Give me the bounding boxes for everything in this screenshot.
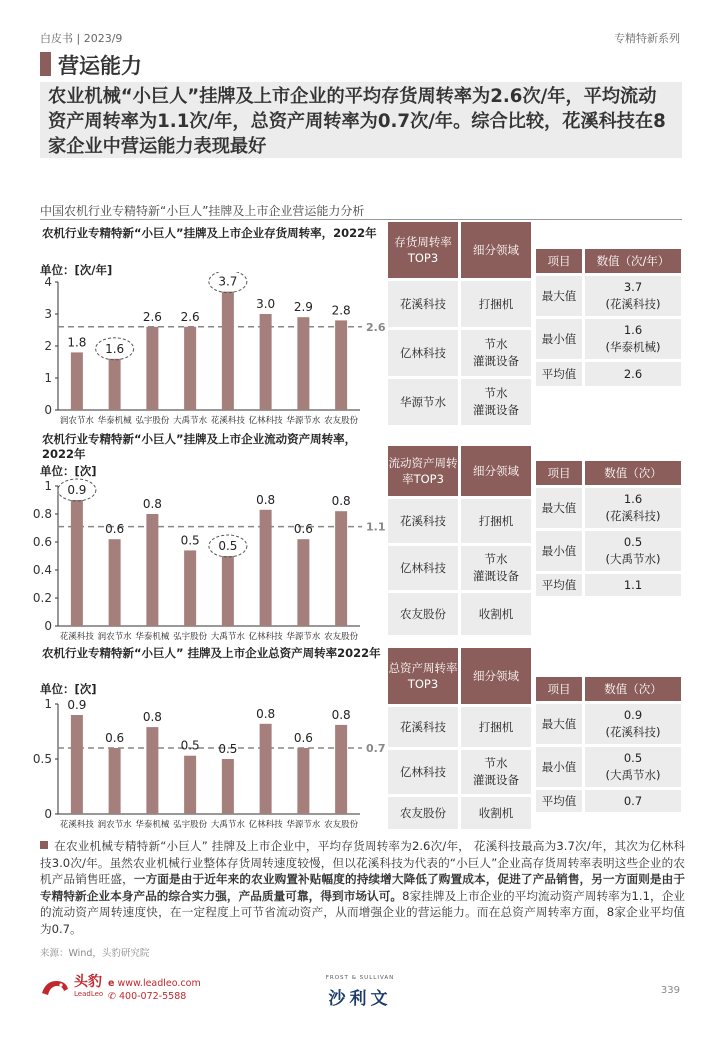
stats-3-value: 0.5 (大禹节水)	[585, 747, 681, 787]
top3-1-company: 亿林科技	[388, 330, 458, 376]
y-tick-label: 0.8	[32, 507, 52, 521]
logo-en: LeadLeo	[74, 990, 104, 998]
chart-1-unit: 单位：[次/年]	[40, 263, 113, 277]
y-tick-label: 2	[44, 339, 52, 353]
top3-2-header-field: 细分领域	[461, 446, 531, 496]
bar	[146, 327, 158, 410]
data-label: 0.6	[105, 522, 125, 537]
stats-3-label: 平均值	[536, 790, 582, 812]
data-label: 0.8	[256, 706, 276, 721]
section-marker	[40, 52, 51, 76]
stats-2-label: 平均值	[536, 574, 582, 596]
y-tick-label: 0	[44, 807, 52, 821]
data-label: 2.6	[142, 309, 162, 324]
chart-2-title: 农机行业专精特新“小巨人”挂牌及上市企业流动资产周转率，2022年	[42, 432, 357, 461]
bar	[260, 724, 272, 814]
stats-2-value: 1.6 (花溪科技)	[585, 488, 681, 528]
category-label: 花溪科技	[210, 416, 245, 426]
body-text-part-1: 在农业机械专精特新“小巨人” 挂牌及上市企业中，平均存货周转率为2.6次/年， 花溪科技最高为3.7次/年，其次为亿林科技3.0次/年。虽然农业机械行业整体存货周转速度较慢，但以花溪科技为代表的“小巨人”企业高存货周转率表明这些企业的农机产品销售旺盛，	[40, 839, 685, 886]
source-note: 来源：Wind，头豹研究院	[40, 948, 150, 959]
category-label: 亿林科技	[248, 820, 283, 830]
top3-3-company: 亿林科技	[388, 750, 458, 794]
subtitle-divider	[40, 219, 682, 220]
category-label: 大禹节水	[210, 632, 245, 642]
data-label: 0.8	[142, 497, 162, 511]
y-tick-label: 0.6	[32, 535, 52, 549]
data-label: 0.6	[105, 731, 125, 745]
top3-1-field: 打捆机	[461, 281, 531, 327]
chart-2-unit: 单位：[次]	[40, 464, 97, 478]
stats-1-label: 平均值	[536, 362, 582, 386]
bar	[109, 748, 121, 814]
top3-3-field: 收割机	[461, 797, 531, 829]
category-label: 弘宇股份	[173, 632, 208, 642]
header-left: 白皮书 | 2023/9	[40, 32, 123, 45]
top3-2-field: 收割机	[461, 593, 531, 635]
header-right: 专精特新系列	[614, 32, 680, 45]
bar	[222, 759, 234, 814]
bar	[71, 352, 83, 410]
data-label: 2.9	[293, 300, 313, 315]
category-label: 农友股份	[324, 416, 359, 426]
headline: 农业机械“小巨人”挂牌及上市企业的平均存货周转率为2.6次/年，平均流动资产周转率为1.1次/年，总资产周转率为0.7次/年。综合比较，花溪科技在8家企业中营运能力表现最好	[40, 82, 682, 158]
phone-number: 400-072-5588	[119, 991, 187, 1002]
category-label: 农友股份	[324, 632, 359, 642]
bar	[335, 725, 347, 814]
data-label: 2.8	[331, 303, 351, 318]
website-link[interactable]: www.leadleo.com	[117, 978, 201, 989]
bar	[335, 511, 347, 626]
body-text-part-2: 8家挂牌及上市企业的平均流动资产周转率为1.1，企业的流动资产周转速度快，在一定程度上可节省流动资产，从而增强企业的营运能力。而在总资产周转率方面，8家企业平均值为0.7。	[40, 888, 685, 936]
average-label: 2.6	[366, 320, 386, 334]
chart-1-inventory-turnover	[30, 272, 390, 432]
category-label: 大禹节水	[210, 820, 245, 830]
average-label: 0.7	[366, 742, 386, 755]
bar	[260, 510, 272, 626]
category-label: 大禹节水	[173, 416, 208, 426]
top3-3-company: 农友股份	[388, 797, 458, 829]
category-label: 弘宇股份	[135, 416, 170, 426]
category-label: 花溪科技	[59, 632, 94, 642]
bar	[71, 715, 83, 814]
y-tick-label: 0	[44, 619, 52, 633]
top3-1-header-field: 细分领域	[461, 222, 531, 278]
chart-3-unit: 单位：[次]	[40, 682, 97, 696]
data-label: 3.7	[218, 274, 238, 289]
bar	[71, 500, 83, 626]
category-label: 农友股份	[324, 820, 359, 830]
bar	[297, 539, 309, 626]
top3-2-company: 亿林科技	[388, 546, 458, 590]
stats-2-header-value: 数值（次）	[585, 461, 681, 485]
top3-1-field: 节水 灌溉设备	[461, 330, 531, 376]
category-label: 弘宇股份	[173, 820, 208, 830]
data-label: 3.0	[256, 297, 276, 311]
stats-3-label: 最大值	[536, 704, 582, 744]
data-label: 0.8	[331, 707, 351, 722]
data-label: 0.6	[293, 731, 313, 745]
contact-info	[108, 977, 201, 1003]
globe-icon: e	[108, 978, 115, 989]
bar	[146, 727, 158, 814]
data-label: 2.6	[180, 309, 200, 324]
category-label: 华泰机械	[135, 632, 170, 642]
section-title: 营运能力	[58, 54, 142, 78]
bar	[146, 514, 158, 626]
y-tick-label: 0.2	[32, 591, 52, 605]
stats-2-value: 0.5 (大禹节水)	[585, 531, 681, 571]
chart-1-title: 农机行业专精特新“小巨人”挂牌及上市企业存货周转率，2022年	[42, 226, 377, 240]
bar	[184, 550, 196, 626]
phone-icon: ✆	[108, 991, 116, 1002]
category-label: 花溪科技	[59, 820, 94, 830]
bar	[260, 314, 272, 410]
y-tick-label: 0	[44, 403, 52, 417]
stats-1-value: 1.6 (华泰机械)	[585, 319, 681, 359]
y-tick-label: 3	[44, 307, 52, 321]
y-tick-label: 1	[44, 371, 52, 385]
partner-cn: 沙利文	[328, 989, 392, 1009]
stats-3-label: 最小值	[536, 747, 582, 787]
y-tick-label: 1	[44, 479, 52, 493]
data-label: 0.9	[67, 483, 87, 497]
top3-1-header-metric: 存货周转率TOP3	[388, 222, 458, 278]
leadleo-logo	[40, 975, 103, 1001]
top3-1-company: 华源节水	[388, 379, 458, 425]
top3-2-header-metric: 流动资产周转率TOP3	[388, 446, 458, 496]
bar	[109, 539, 121, 626]
body-paragraph	[40, 838, 685, 937]
bar	[222, 292, 234, 410]
figure-subtitle: 中国农机行业专精特新“小巨人”挂牌及上市企业营运能力分析	[40, 204, 365, 218]
bar	[297, 317, 309, 410]
top3-2-company: 农友股份	[388, 593, 458, 635]
data-label: 0.8	[142, 710, 162, 725]
top3-2-field: 打捆机	[461, 499, 531, 543]
top3-3-field: 节水 灌溉设备	[461, 750, 531, 794]
top3-3-header-field: 细分领域	[461, 648, 531, 704]
y-tick-label: 0.5	[32, 752, 52, 766]
top3-2-company: 花溪科技	[388, 499, 458, 543]
category-label: 亿林科技	[248, 416, 283, 426]
stats-2-label: 最大值	[536, 488, 582, 528]
bar	[222, 556, 234, 626]
category-label: 亿林科技	[248, 632, 283, 642]
data-label: 0.8	[256, 492, 276, 507]
top3-3-field: 打捆机	[461, 707, 531, 747]
frost-sullivan-logo	[300, 975, 420, 1009]
body-text-bold: 一方面是由于近年来的农业购置补贴幅度的持续增大降低了购置成本，促进了产品销售，另一方面则是由于专精特新企业本身产品的综合实力强，产品质量可靠，得到市场认可。	[40, 872, 685, 903]
bar	[335, 320, 347, 410]
partner-en: FROST & SULLIVAN	[325, 975, 395, 981]
bar	[184, 756, 196, 814]
stats-1-value: 2.6	[585, 362, 681, 386]
data-label: 0.5	[218, 539, 238, 553]
top3-1-company: 花溪科技	[388, 281, 458, 327]
category-label: 华源节水	[286, 632, 321, 642]
category-label: 华泰机械	[135, 820, 170, 830]
stats-3-value: 0.9 (花溪科技)	[585, 704, 681, 744]
category-label: 华泰机械	[97, 416, 132, 426]
category-label: 润农节水	[97, 820, 132, 830]
stats-2-value: 1.1	[585, 574, 681, 596]
stats-1-label: 最小值	[536, 319, 582, 359]
data-label: 0.5	[180, 533, 200, 548]
data-label: 1.6	[105, 341, 125, 356]
data-label: 1.8	[67, 335, 87, 350]
y-tick-label: 4	[44, 275, 52, 289]
stats-3-header-value: 数值（次）	[585, 677, 681, 701]
stats-1-value: 3.7 (花溪科技)	[585, 276, 681, 316]
bar	[109, 359, 121, 410]
category-label: 华源节水	[286, 416, 321, 426]
chart-3-title: 农机行业专精特新“小巨人” 挂牌及上市企业总资产周转率2022年	[42, 646, 381, 660]
stats-3-header-item: 项目	[536, 677, 582, 701]
data-label: 0.5	[180, 738, 200, 753]
data-label: 0.9	[67, 698, 87, 712]
stats-2-header-item: 项目	[536, 461, 582, 485]
top3-3-header-metric: 总资产周转率TOP3	[388, 648, 458, 704]
stats-2-label: 最小值	[536, 531, 582, 571]
logo-cn: 头豹	[74, 974, 102, 990]
leopard-icon	[40, 975, 70, 1001]
average-label: 1.1	[366, 520, 386, 534]
stats-3-value: 0.7	[585, 790, 681, 812]
category-label: 华源节水	[286, 820, 321, 830]
y-tick-label: 0.4	[32, 563, 52, 577]
category-label: 润农节水	[97, 632, 132, 642]
category-label: 润农节水	[59, 416, 94, 426]
bar	[184, 327, 196, 410]
top3-3-company: 花溪科技	[388, 707, 458, 747]
y-tick-label: 1	[44, 697, 52, 711]
bullet-marker	[40, 841, 48, 849]
chart-2-current-asset-turnover	[30, 472, 390, 644]
top3-2-field: 节水 灌溉设备	[461, 546, 531, 590]
stats-1-header-value: 数值（次/年）	[585, 249, 681, 273]
data-label: 0.8	[331, 494, 351, 509]
data-label: 0.5	[218, 742, 238, 756]
data-label: 0.6	[293, 522, 313, 537]
stats-1-header-item: 项目	[536, 249, 582, 273]
top3-1-field: 节水 灌溉设备	[461, 379, 531, 425]
bar	[297, 748, 309, 814]
page-number: 339	[660, 985, 680, 996]
stats-1-label: 最大值	[536, 276, 582, 316]
chart-3-total-asset-turnover	[30, 688, 390, 834]
